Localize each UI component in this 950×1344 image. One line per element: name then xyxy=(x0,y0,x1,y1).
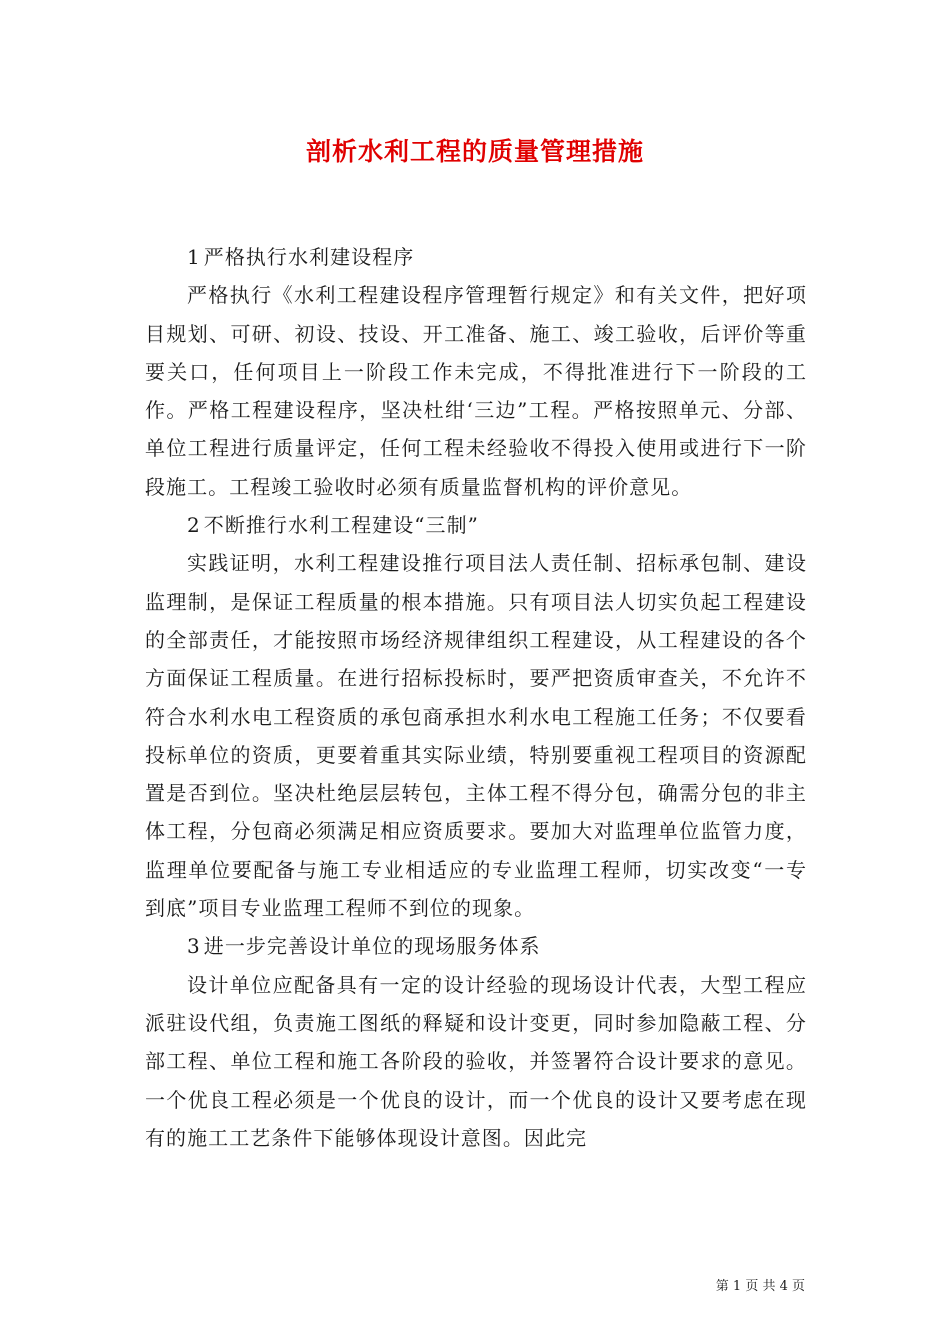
page-number-footer: 第 1 页 共 4 页 xyxy=(715,1279,805,1294)
section-paragraph: 实践证明，水利工程建设推行项目法人责任制、招标承包制、建设监理制，是保证工程质量的根本措施。只有项目法人切实负起工程建设的全部责任，才能按照市场经济规律组织工程建设，从工程建设的各个方面保证工程质量。在进行招标投标时，要严把资质审查关，不允许不符合水利水电工程资质的承包商承担水利水电工程施工任务；不仅要看投标单位的资质，更要着重其实际业绩，特别要重视工程项目的资源配置是否到位。坚决杜绝层层转包，主体工程不得分包，确需分包的非主体工程，分包商必须满足相应资质要求。要加大对监理单位监管力度，监理单位要配备与施工专业相适应的专业监理工程师，切实改变“一专到底”项目专业监理工程师不到位的现象。 xyxy=(145,551,807,921)
document-title: 剖析水利工程的质量管理措施 xyxy=(305,137,644,166)
section-number: 1 xyxy=(187,245,201,269)
section-heading xyxy=(145,238,807,276)
section-number: 2 xyxy=(187,513,201,538)
section-heading-text: 进一步完善设计单位的现场服务体系 xyxy=(203,934,541,959)
document-body xyxy=(145,238,807,1157)
section-paragraph: 设计单位应配备具有一定的设计经验的现场设计代表，大型工程应派驻设代组，负责施工图纸的释疑和设计变更，同时参加隐蔽工程、分部工程、单位工程和施工各阶段的验收，并签署符合设计要求的意见。一个优良工程必须是一个优良的设计，而一个优良的设计又要考虑在现有的施工工艺条件下能够体现设计意图。因此完 xyxy=(145,972,807,1150)
section-heading-text: 不断推行水利工程建设“三制” xyxy=(203,513,479,538)
section-heading xyxy=(145,927,807,965)
section-paragraph: 严格执行《水利工程建设程序管理暂行规定》和有关文件，把好项目规划、可研、初设、技设、开工准备、施工、竣工验收，后评价等重要关口，任何项目上一阶段工作未完成，不得批准进行下一阶段的工作。严格工程建设程序，坚决杜绀‘三边”工程。严格按照单元、分部、单位工程进行质量评定，任何工程未经验收不得投入使用或进行下一阶段施工。工程竣工验收时必须有质量监督机构的评价意见。 xyxy=(145,283,807,499)
section-number: 3 xyxy=(187,934,201,959)
section-heading-text: 严格执行水利建设程序 xyxy=(203,245,415,269)
section-heading xyxy=(145,506,807,544)
